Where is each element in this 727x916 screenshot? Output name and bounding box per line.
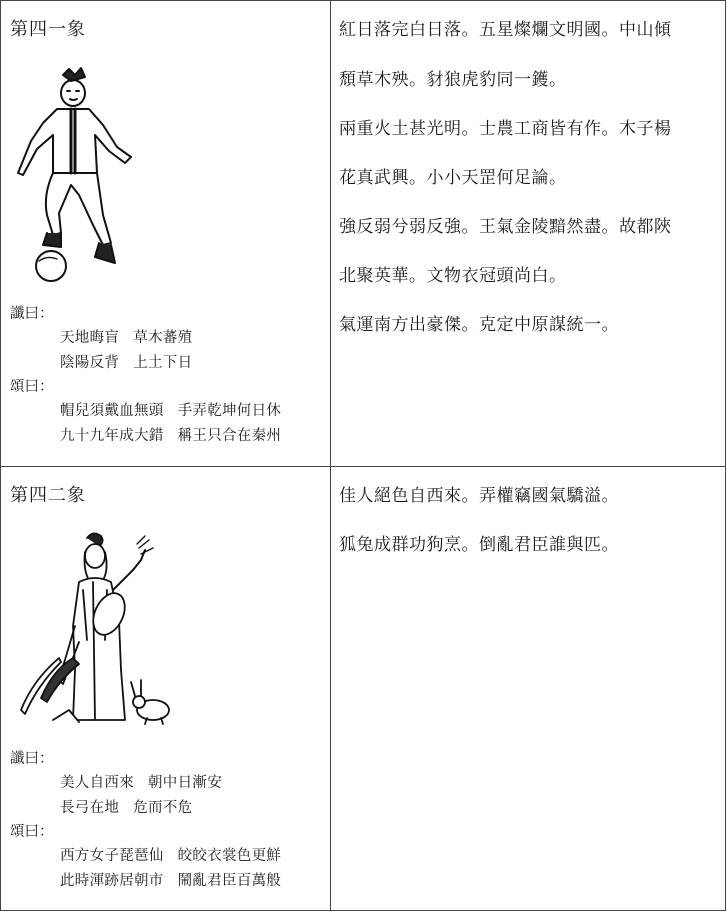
commentary-line: 紅日落完白日落。五星燦爛文明國。中山傾 [339,20,672,40]
figure-man-on-ball-illustration [13,65,143,285]
song-line [60,399,281,420]
song-label: 頌曰： [10,379,54,395]
chen-label: 讖曰： [10,306,54,322]
section-title: 第四二象 [10,485,86,506]
chen-phrase: 上土下日 [133,355,193,371]
section-42-commentary-cell [331,467,726,911]
song-phrase: 九十九年成大錯 [60,428,164,444]
section-41-commentary-cell [331,1,726,467]
song-phrase: 帽兒須戴血無頭 [60,403,164,419]
song-label: 頌曰： [10,824,54,840]
chen-phrase: 天地晦盲 [60,330,120,346]
commentary-line: 頹草木殃。豺狼虎豹同一鑊。 [339,70,567,90]
section-42-left-cell [1,467,331,911]
song-phrase: 鬧亂君臣百萬般 [177,873,282,889]
chen-line [60,796,192,817]
commentary-line: 氣運南方出豪傑。克定中原謀統一。 [339,315,619,335]
commentary-line: 北聚英華。文物衣冠頭尚白。 [339,266,567,286]
chen-phrase: 陰陽反背 [60,355,120,371]
commentary-line: 狐兔成群功狗烹。倒亂君臣誰與匹。 [339,535,619,555]
chen-line [60,351,192,372]
chen-line [60,771,222,792]
section-row-42 [1,467,726,911]
commentary-line: 強反弱兮弱反強。王氣金陵黯然盡。故都陜 [339,217,672,237]
section-title: 第四一象 [10,19,86,40]
song-line [60,424,281,445]
section-41-left-cell [1,1,331,467]
song-phrase: 皎皎衣裳色更鮮 [177,848,282,864]
song-line [60,869,281,890]
figure-woman-with-pipa-illustration [13,530,193,735]
chen-line [60,326,192,347]
song-line [60,844,281,865]
song-phrase: 西方女子琵琶仙 [60,848,164,864]
chen-phrase: 長弓在地 [60,800,120,816]
commentary-line: 兩重火土甚光明。士農工商皆有作。木子楊 [339,119,672,139]
song-phrase: 稱王只合在秦州 [177,428,282,444]
commentary-line: 佳人絕色自西來。弄權竊國氣驕溢。 [339,486,619,506]
chen-phrase: 草木蕃殖 [133,330,193,346]
song-phrase: 手弄乾坤何日休 [177,403,282,419]
chen-phrase: 朝中日漸安 [148,775,222,791]
chen-phrase: 美人自西來 [60,775,134,791]
section-row-41 [1,1,726,467]
song-phrase: 此時渾跡居朝市 [60,873,164,889]
commentary-line: 花真武興。小小天罡何足論。 [339,168,567,188]
chen-phrase: 危而不危 [133,800,193,816]
chen-label: 讖曰： [10,751,54,767]
